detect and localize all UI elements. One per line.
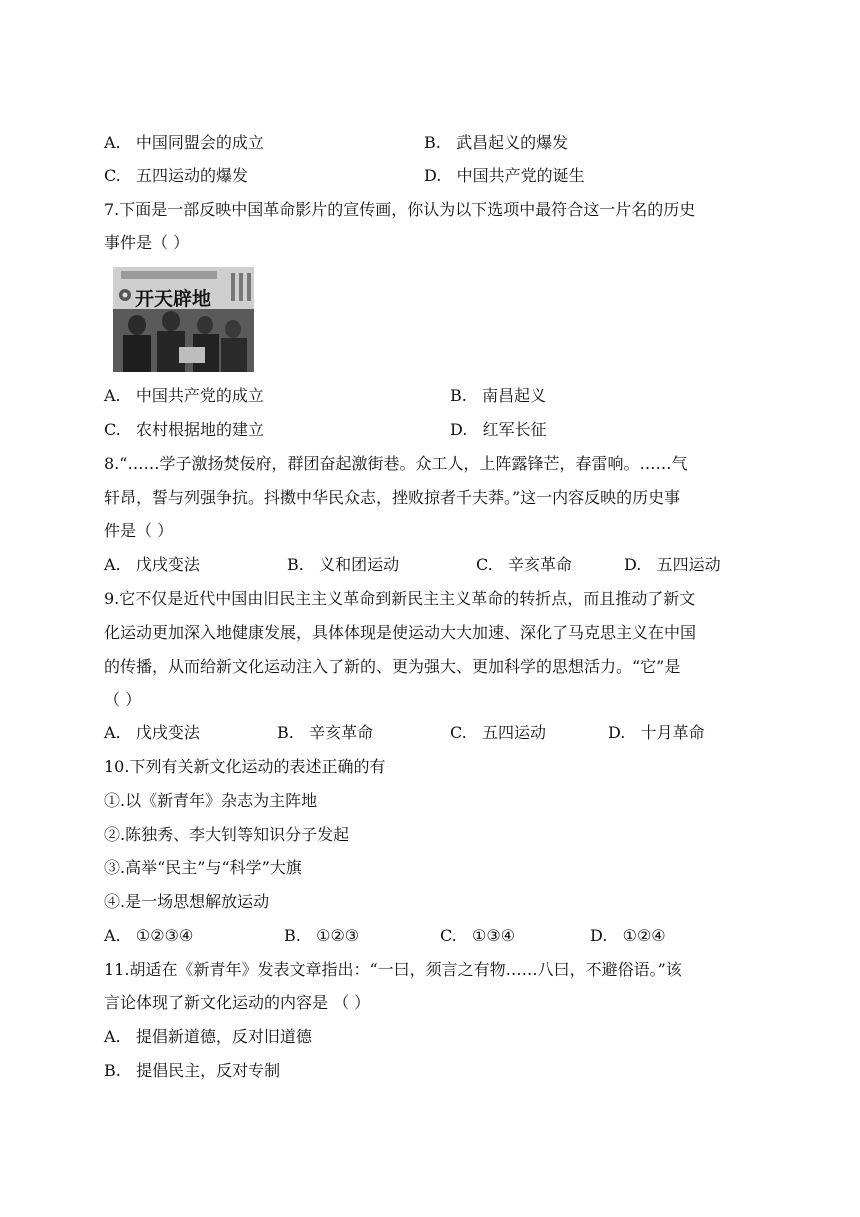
q10-option-b — [284, 926, 359, 946]
q8-option-a — [104, 555, 200, 575]
q9-stem-line-4: （ ） — [104, 690, 142, 709]
option-text: 中国同盟会的成立 — [135, 133, 264, 152]
q9-option-d — [608, 723, 705, 743]
option-letter: B. — [450, 386, 467, 405]
q8-stem-line-3: 件是（ ） — [104, 521, 174, 540]
q7-option-b — [450, 386, 546, 406]
q8-stem-line-1: 8.“……学子激扬焚佞府，群团奋起激街巷。众工人，上阵露锋芒，春雷响。……气 — [104, 454, 688, 473]
option-text: 武昌起义的爆发 — [456, 133, 569, 152]
option-text: ①②③④ — [135, 926, 194, 945]
option-text: 五四运动 — [656, 555, 721, 574]
q8-stem-line-2: 轩昂，誓与列强争抗。抖擞中华民众志，挫败掠者千夫莽。”这一内容反映的历史事 — [104, 488, 681, 507]
movie-poster-image — [113, 267, 254, 372]
q9-option-b — [277, 723, 373, 743]
option-letter: B. — [104, 1061, 121, 1080]
q6-option-d — [424, 166, 585, 186]
q7-option-d — [450, 420, 547, 440]
q9-option-a — [104, 723, 200, 743]
option-letter: A. — [104, 723, 121, 742]
option-letter: B. — [277, 723, 294, 742]
q8-option-d — [624, 555, 721, 575]
option-text: 义和团运动 — [319, 555, 400, 574]
option-letter: A. — [104, 555, 121, 574]
option-text: ①②④ — [622, 926, 666, 945]
option-text: 五四运动的爆发 — [136, 166, 249, 185]
option-text: 提倡新道德，反对旧道德 — [135, 1027, 312, 1046]
q10-statement-4: ④.是一场思想解放运动 — [104, 892, 270, 911]
option-text: 提倡民主，反对专制 — [136, 1061, 281, 1080]
q9-stem-line-3: 的传播，从而给新文化运动注入了新的、更为强大、更加科学的思想活力。“它”是 — [104, 657, 681, 676]
option-letter: A. — [104, 926, 121, 945]
option-letter: B. — [287, 555, 304, 574]
q9-stem-line-2: 化运动更加深入地健康发展，具体体现是使运动大大加速、深化了马克思主义在中国 — [104, 623, 697, 642]
q8-option-b — [287, 555, 399, 575]
q11-stem-line-2: 言论体现了新文化运动的内容是 （ ） — [104, 993, 371, 1012]
option-text: 戊戌变法 — [135, 555, 200, 574]
option-text: 红军长征 — [482, 420, 547, 439]
option-letter: C. — [450, 723, 467, 742]
option-text: 十月革命 — [640, 723, 705, 742]
option-text: 五四运动 — [482, 723, 547, 742]
option-letter: A. — [104, 1027, 121, 1046]
q6-option-b — [424, 133, 568, 153]
option-text: 中国共产党的成立 — [135, 386, 264, 405]
q11-option-b — [104, 1061, 280, 1081]
q7-option-a — [104, 386, 264, 406]
q7-stem-line-1: 7.下面是一部反映中国革命影片的宣传画，你认为以下选项中最符合这一片名的历史 — [104, 200, 696, 219]
option-text: 中国共产党的诞生 — [456, 166, 585, 185]
poster-title: 开天辟地 — [135, 288, 212, 310]
movie-poster-graphic — [113, 267, 254, 372]
q9-option-c — [450, 723, 546, 743]
option-text: 戊戌变法 — [135, 723, 200, 742]
q10-option-c — [440, 926, 515, 946]
q6-option-c — [104, 166, 248, 186]
option-letter: C. — [440, 926, 457, 945]
q10-statement-1: ①.以《新青年》杂志为主阵地 — [104, 791, 318, 810]
option-letter: A. — [104, 386, 121, 405]
option-letter: D. — [608, 723, 626, 742]
option-text: 农村根据地的建立 — [136, 420, 265, 439]
option-letter: D. — [624, 555, 642, 574]
q10-option-a — [104, 926, 193, 946]
q10-stem: 10.下列有关新文化运动的表述正确的有 — [104, 757, 386, 776]
q8-option-c — [476, 555, 572, 575]
option-letter: D. — [424, 166, 442, 185]
option-letter: A. — [104, 133, 121, 152]
q11-stem-line-1: 11.胡适在《新青年》发表文章指出：“一曰，须言之有物……八曰，不避俗语。”该 — [104, 960, 682, 979]
q6-option-a — [104, 133, 264, 153]
option-letter: D. — [450, 420, 468, 439]
option-letter: C. — [104, 420, 121, 439]
option-text: 南昌起义 — [482, 386, 547, 405]
q10-option-d — [590, 926, 666, 946]
option-letter: C. — [476, 555, 493, 574]
option-text: 辛亥革命 — [309, 723, 374, 742]
option-letter: B. — [284, 926, 301, 945]
option-letter: C. — [104, 166, 121, 185]
q10-statement-3: ③.高举“民主”与“科学”大旗 — [104, 858, 302, 877]
option-letter: D. — [590, 926, 608, 945]
option-text: 辛亥革命 — [508, 555, 573, 574]
q11-option-a — [104, 1027, 312, 1047]
q7-stem-line-2: 事件是（ ） — [104, 233, 190, 252]
option-letter: B. — [424, 133, 441, 152]
option-text: ①③④ — [472, 926, 516, 945]
q9-stem-line-1: 9.它不仅是近代中国由旧民主主义革命到新民主主义革命的转折点，而且推动了新文 — [104, 589, 696, 608]
option-text: ①②③ — [316, 926, 360, 945]
q7-option-c — [104, 420, 264, 440]
q10-statement-2: ②.陈独秀、李大钊等知识分子发起 — [104, 825, 350, 844]
